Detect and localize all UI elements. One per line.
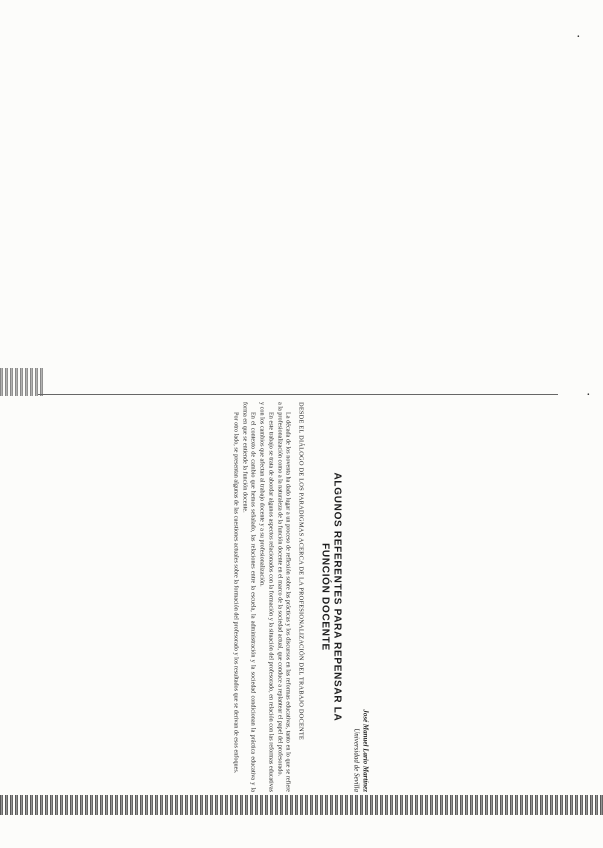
title-line-1: ALGUNOS REFERENTES PARA REPENSAR LA xyxy=(331,472,343,722)
body-paragraph: En este trabajo se trata de abordar algunos aspectos relacionados con la formación y la situación del profesorado, en relación con las reformas educativas y con los cambios que afectan al trabajo docente y a su profesionalización. xyxy=(259,402,275,792)
scan-noise-left xyxy=(0,368,44,396)
body-paragraph: En el contexto de cambio que hemos señalado, las relaciones entre la escuela, la administración y la sociedad condicionan la práctica educativa y la forma en que se entiende la función docente. xyxy=(241,402,257,792)
body-paragraph: La década de los noventa ha dado lugar a un proceso de reflexión sobre las prácticas y los discursos en las reformas educativas, tanto en lo que se refiere a la profesionalización como a la naturaleza de la función docente en el marco de la sociedad actual, que conduce a replantear el papel del profesorado. xyxy=(276,402,292,792)
author-block xyxy=(352,402,370,792)
scan-mark: · xyxy=(586,388,591,403)
body-paragraph: Por otro lado, se presentan algunas de las cuestiones actuales sobre la formación del profesorado y los resultados que se derivan de esos enfoques. xyxy=(232,412,240,774)
document-title xyxy=(319,402,343,792)
title-line-2: FUNCIÓN DOCENTE xyxy=(319,543,331,651)
scan-mark: · xyxy=(576,30,581,45)
author-name: José Manuel Lario Martínez xyxy=(361,709,370,792)
rotated-document xyxy=(230,402,369,792)
page-rule xyxy=(38,394,558,395)
author-affiliation: Universidad de Sevilla xyxy=(352,728,361,792)
section-heading: DESDE EL DIÁLOGO DE LOS PARADIGMAS ACERCA DE LA PROFESIONALIZACIÓN DEL TRABAJO DOCENTE xyxy=(297,402,305,741)
scan-noise-bottom xyxy=(0,795,603,815)
